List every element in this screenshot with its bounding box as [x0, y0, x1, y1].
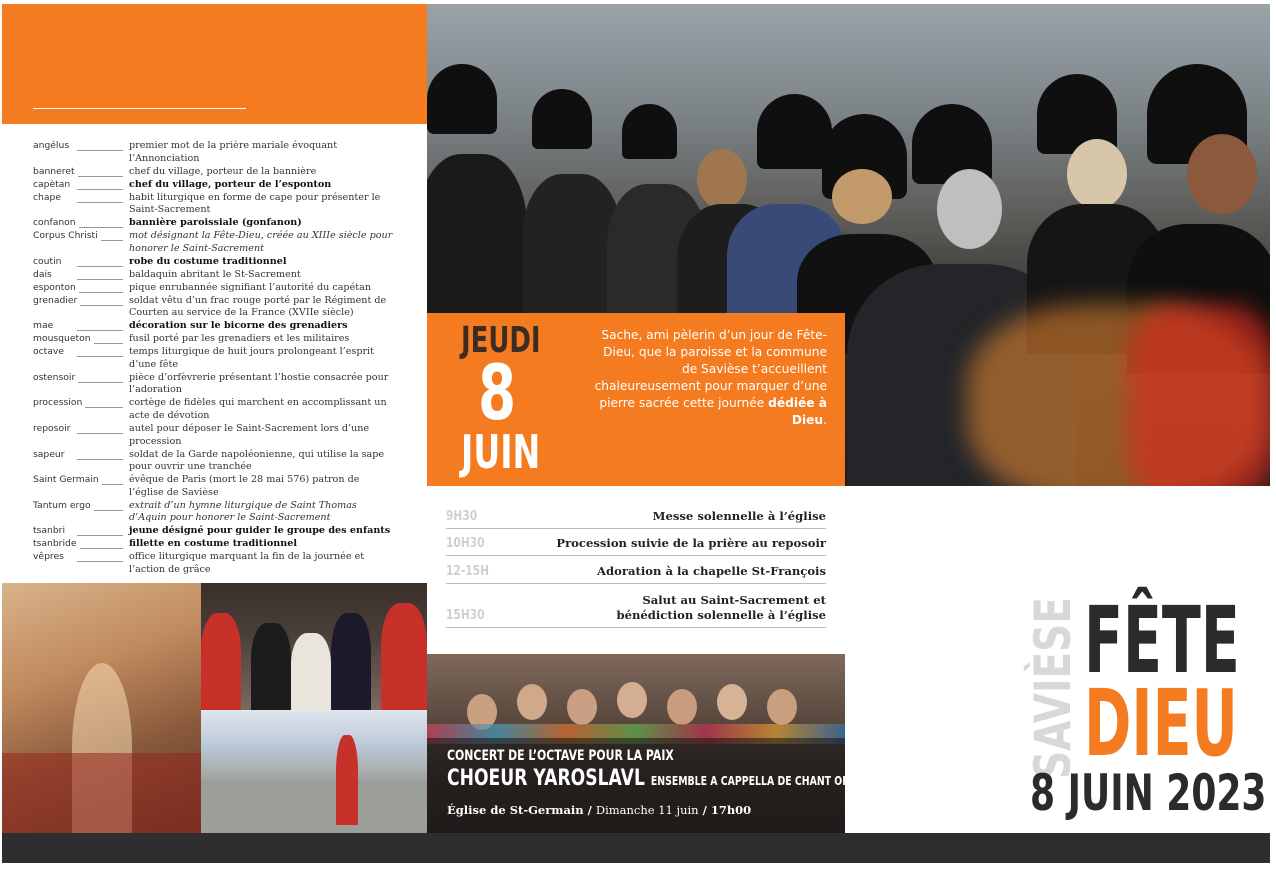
glossary-term-text: chape [33, 192, 64, 203]
glossary-term-text: mae [33, 320, 56, 331]
schedule-time: 10H30 [446, 536, 485, 551]
glossary-term [33, 140, 129, 153]
glossary-definition: extrait d’un hymne liturgique de Saint Thomas d’Aquin pour honorer le Saint-Sacrement [129, 499, 357, 524]
saviese-text: SAVIÈSE [1024, 597, 1082, 779]
glossary-term [33, 525, 129, 538]
glossary-term-text: tsanbride [33, 538, 80, 549]
glossary-entry [33, 346, 393, 371]
glossary-entry [33, 269, 393, 282]
glossary-entry [33, 397, 393, 422]
glossary-term [33, 474, 129, 487]
glossary-entry [33, 217, 393, 230]
welcome-text-emphasis: dédiée à Dieu [768, 396, 827, 427]
glossary-term-text: Tantum ergo [33, 500, 94, 511]
glossary-term [33, 192, 129, 205]
glossary-definition: baldaquin abritant le St-Sacrement [129, 268, 301, 280]
glossary-definition: mot désignant la Fête-Dieu, créée au XIIIe siècle pour honorer le Saint-Sacrement [129, 230, 393, 254]
glossary-term-text: procession [33, 397, 85, 408]
glossary-entry [33, 256, 393, 269]
saviese-vertical-label [1024, 597, 1082, 779]
glossary-entry [33, 230, 393, 255]
glossary-entry [33, 320, 393, 333]
schedule-row [446, 556, 826, 584]
sapeur-photo [201, 710, 427, 833]
glossary-term-text: confanon [33, 217, 79, 228]
glossary-term-text: sapeur [33, 449, 68, 460]
glossary-definition: évêque de Paris (mort le 28 mai 576) patron de l’église de Savièse [129, 474, 360, 498]
concert-details [447, 803, 751, 817]
glossary-term [33, 333, 129, 346]
glossary-entry [33, 166, 393, 179]
glossary-term [33, 230, 129, 243]
concert-choir-name [447, 766, 900, 791]
glossary-term-text: grenadier [33, 295, 80, 306]
glossary-entry [33, 449, 393, 474]
glossary-term [33, 269, 129, 282]
procession-photo [201, 583, 427, 710]
glossary-term-text: vêpres [33, 551, 67, 562]
schedule-desc [617, 593, 827, 623]
glossary-term [33, 500, 129, 513]
choir-name: CHOEUR YAROSLAVL [447, 766, 645, 791]
title-dieu: DIEU [1084, 670, 1238, 777]
day-number: 8 [477, 348, 517, 437]
church-interior-photo [2, 583, 201, 833]
schedule-row [446, 503, 826, 529]
glossary-entry [33, 423, 393, 448]
glossary-entry [33, 282, 393, 295]
glossary-entry [33, 525, 393, 538]
schedule-time: 9H30 [446, 509, 478, 524]
glossary-entry [33, 333, 393, 346]
glossary-list [33, 140, 393, 577]
schedule-desc: Adoration à la chapelle St-François [597, 564, 826, 578]
concert-sep: / [583, 803, 596, 817]
glossary-definition: pique enrubannée signifiant l’autorité du capétan [129, 281, 372, 293]
schedule-desc-line: Salut au Saint-Sacrement et [642, 593, 826, 607]
glossary-term [33, 449, 129, 462]
glossary-entry [33, 551, 393, 576]
glossary-term-text: Saint Germain [33, 474, 102, 485]
glossary-term-text: mousqueton [33, 333, 94, 344]
glossary-term-text: angélus [33, 140, 72, 151]
glossary-entry [33, 295, 393, 320]
schedule-desc-line: bénédiction solennelle à l’église [616, 608, 826, 622]
glossary-entry [33, 192, 393, 217]
schedule-row [446, 529, 826, 556]
glossary-term-text: coutin [33, 256, 64, 267]
glossary-definition: bannière paroissiale (gonfanon) [129, 217, 302, 229]
glossary-term-text: ostensoir [33, 372, 78, 383]
glossary-term-text: Corpus Christi [33, 230, 101, 241]
concert-time: 17h00 [710, 803, 752, 817]
glossary-definition: cortège de fidèles qui marchent en accomplissant un acte de dévotion [129, 397, 387, 421]
glossary-term-text: dais [33, 269, 55, 280]
glossary-term [33, 538, 129, 551]
event-date: 8 JUIN 2023 [1030, 764, 1267, 822]
choir-description: ENSEMBLE A CAPPELLA DE CHANT ORTHODOXE [650, 774, 901, 788]
glossary-term [33, 282, 129, 295]
glossary-definition: habit liturgique en forme de cape pour présenter le Saint-Sacrement [129, 191, 381, 216]
date-highlight-box [427, 313, 845, 486]
welcome-text-body: Sache, ami pèlerin d’un jour de Fête-Dieu, que la paroisse et la commune de Savièse t’accueillent chaleureusement pour marquer d’une pierre sacrée cette journée [594, 328, 827, 410]
glossary-term [33, 372, 129, 385]
glossary-definition: soldat de la Garde napoléonienne, qui utilise la sape pour ouvrir une tranchée [129, 448, 385, 473]
glossary-term [33, 166, 129, 179]
glossary-term [33, 217, 129, 230]
glossary-definition: décoration sur le bicorne des grenadiers [129, 320, 348, 332]
glossary-term [33, 320, 129, 333]
schedule-desc: Messe solennelle à l’église [652, 509, 826, 523]
glossary-title-rule [33, 108, 246, 109]
glossary-definition: chef du village, porteur de l’esponton [129, 178, 332, 190]
glossary-definition: soldat vêtu d’un frac rouge porté par le Régiment de Courten au service de la France (XVIIe siècle) [129, 294, 387, 319]
glossary-term [33, 551, 129, 564]
glossary-term [33, 179, 129, 192]
schedule-desc: Procession suivie de la prière au reposoir [556, 536, 826, 550]
glossary-term [33, 423, 129, 436]
glossary-definition: pièce d’orfèvrerie présentant l’hostie consacrée pour l’adoration [129, 371, 389, 396]
glossary-definition: fillette en costume traditionnel [129, 538, 297, 550]
glossary-definition: jeune désigné pour guider le groupe des enfants [129, 525, 391, 537]
bottom-bar [2, 833, 1270, 863]
glossary-definition: autel pour déposer le Saint-Sacrement lors d’une procession [129, 422, 370, 447]
title-fete: FÊTE [1084, 587, 1240, 694]
glossary-term-text: capètan [33, 179, 73, 190]
glossary-term-text: tsanbri [33, 525, 68, 536]
welcome-text-end: . [823, 413, 827, 427]
weekday-label: JEUDI [461, 320, 541, 361]
glossary-term [33, 397, 129, 410]
glossary-entry [33, 474, 393, 499]
concert-title: CONCERT DE L’OCTAVE POUR LA PAIX [447, 748, 674, 764]
glossary-term-text: reposoir [33, 423, 73, 434]
glossary-entry [33, 538, 393, 551]
glossary-definition: robe du costume traditionnel [129, 255, 287, 267]
glossary-definition: office liturgique marquant la fin de la journée et l’action de grâce [129, 551, 365, 575]
glossary-header [2, 4, 427, 124]
glossary-definition: fusil porté par les grenadiers et les militaires [129, 333, 350, 345]
glossary-entry [33, 500, 393, 525]
glossary-entry [33, 372, 393, 397]
schedule-time: 12-15H [446, 564, 490, 579]
glossary-definition: premier mot de la prière mariale évoquant l’Annonciation [129, 140, 338, 164]
glossary-entry [33, 179, 393, 192]
concert-sep: / [698, 803, 711, 817]
schedule-time: 15H30 [446, 608, 485, 623]
glossary-term-text: banneret [33, 166, 78, 177]
month-label: JUIN [461, 425, 541, 479]
glossary-term [33, 295, 129, 308]
glossary-term [33, 346, 129, 359]
glossary-term-text: esponton [33, 282, 79, 293]
glossary-definition: temps liturgique de huit jours prolongeant l’esprit d’une fête [129, 346, 374, 370]
concert-date: Dimanche 11 juin [595, 803, 699, 817]
concert-venue: Église de St-Germain [447, 803, 584, 817]
glossary-term [33, 256, 129, 269]
glossary-definition: chef du village, porteur de la bannière [129, 165, 317, 177]
welcome-text [592, 327, 827, 429]
glossary-term-text: octave [33, 346, 67, 357]
glossary-entry [33, 140, 393, 165]
schedule-row [446, 584, 826, 628]
concert-info-box [427, 738, 901, 833]
